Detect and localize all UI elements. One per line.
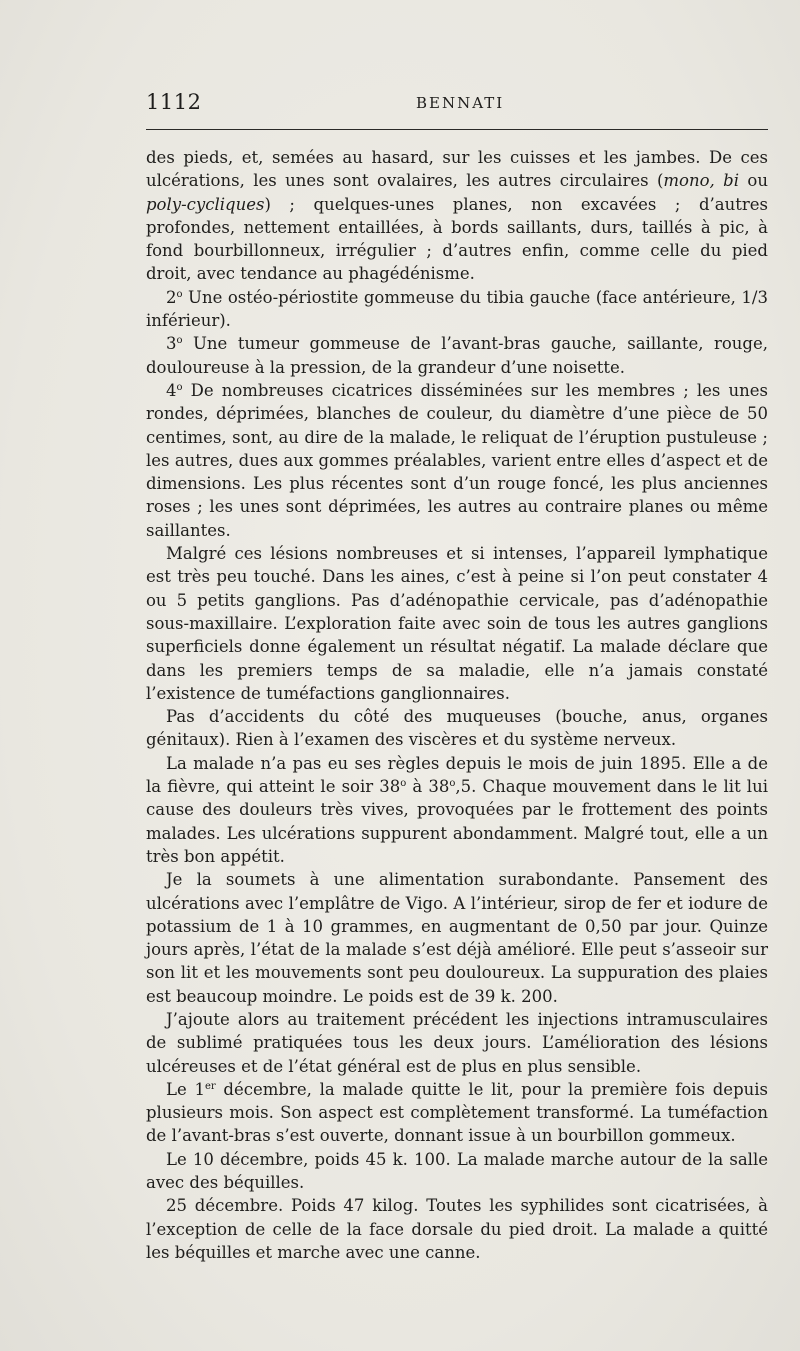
paragraph-5: Malgré ces lésions nombreuses et si intenses, l’appareil lymphatique est très peu touché. Dans les aines, c’est à peine si l’on peut constater 4 ou 5 petits ganglions. Pas d’adénopathie cervicale, pas d’adénopathie sous-maxillaire. L’exploration faite avec soin de tous les autres ganglions superficiels donne également un résultat négatif. La malade déclare que dans les premiers temps de sa maladie, elle n’a jamais constaté l’existence de tuméfactions ganglionnaires.: [146, 544, 768, 703]
body-text: [146, 146, 768, 1264]
paragraph-4: 4$^o$ De nombreuses cicatrices disséminées sur les membres ; les unes rondes, déprimées, blanches de couleur, du diamètre d’une pièce de 50 centimes, sont, au dire de la malade, le reliquat de l’éruption pustuleuse ; les autres, dues aux gommes préalables, varient entre elles d’aspect et de dimensions. Les plus récentes sont d’un rouge foncé, les plus anciennes roses ; les unes sont déprimées, les autres au contraire planes ou même saillantes.: [146, 380, 768, 540]
page-number: 1112: [146, 90, 202, 114]
running-head: BENNATI: [416, 94, 505, 112]
paragraph-12: 25 décembre. Poids 47 kilog. Toutes les syphilides sont cicatrisées, à l’exception de celle de la face dorsale du pied droit. La malade a quitté les béquilles et marche avec une canne.: [146, 1196, 768, 1262]
paragraph-9: J’ajoute alors au traitement précédent les injections intramusculaires de sublimé pratiquées tous les deux jours. L’amélioration des lésions ulcéreuses et de l’état général est de plus en plus sensible.: [146, 1009, 768, 1076]
header-rule: [146, 129, 768, 130]
paragraph-7: La malade n’a pas eu ses règles depuis le mois de juin 1895. Elle a de la fièvre, qui atteint le soir 38$^o$ à 38$^o$,5. Chaque mouvement dans le lit lui cause des douleurs très vives, provoquées par le frottement des points malades. Les ulcérations suppurent abondamment. Malgré tout, elle a un très bon appétit.: [146, 753, 768, 866]
paragraph-8: Je la soumets à une alimentation surabondante. Pansement des ulcérations avec l’emplâtre de Vigo. A l’intérieur, sirop de fer et iodure de potassium de 1 à 10 grammes, en augmentant de 0,50 par jour. Quinze jours après, l’état de la malade s’est déjà amélioré. Elle peut s’asseoir sur son lit et les mouvements sont peu douloureux. La suppuration des plaies est beaucoup moindre. Le poids est de 39 k. 200.: [146, 870, 768, 1006]
paragraph-2: 2$^o$ Une ostéo-périostite gommeuse du tibia gauche (face antérieure, 1/3 inférieur).: [146, 287, 768, 331]
paragraph-10: Le 1er décembre, la malade quitte le lit, pour la première fois depuis plusieurs mois. Son aspect est complètement transformé. La tuméfaction de l’avant-bras s’est ouverte, donnant issue à un bourbillon gommeux.: [146, 1079, 769, 1146]
paragraph-1: des pieds, et, semées au hasard, sur les cuisses et les jambes. De ces ulcérations, les unes sont ovalaires, les autres circulaires (mono, bi ou poly-cycliques) ; quelques-unes planes, non excavées ; d’autres profondes, nettement entaillées, à bords saillants, durs, taillés à pic, à fond bourbillonneux, irrégulier ; d’autres enfin, comme celle du pied droit, avec tendance au phagédénisme.: [146, 148, 768, 284]
paragraph-11: Le 10 décembre, poids 45 k. 100. La malade marche autour de la salle avec des béquilles.: [146, 1149, 768, 1193]
page-header: [146, 90, 768, 120]
paragraph-3: 3$^o$ Une tumeur gommeuse de l’avant-bras gauche, saillante, rouge, douloureuse à la pression, de la grandeur d’une noisette.: [146, 334, 768, 377]
paragraph-6: Pas d’accidents du côté des muqueuses (bouche, anus, organes génitaux). Rien à l’examen des viscères et du système nerveux.: [146, 707, 768, 750]
